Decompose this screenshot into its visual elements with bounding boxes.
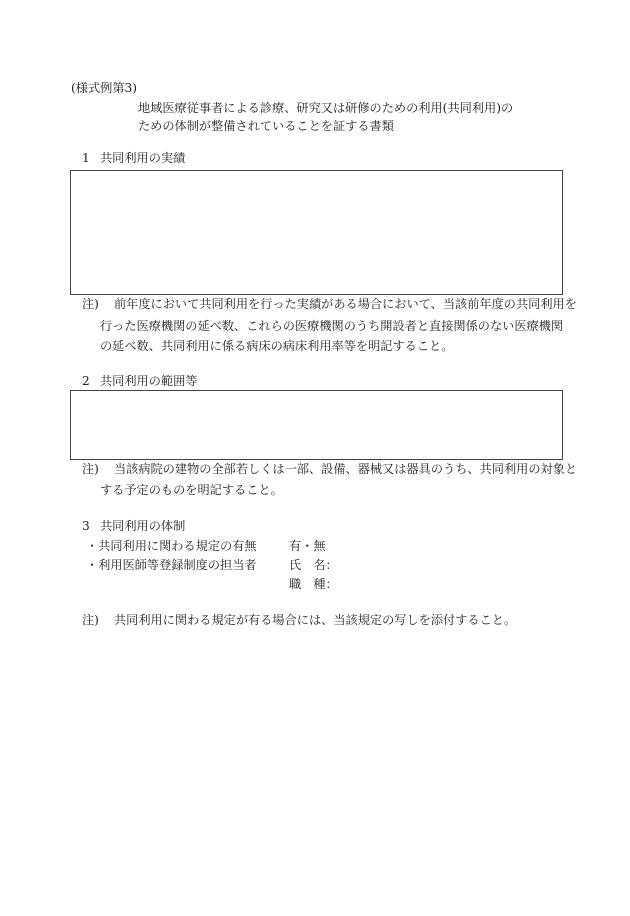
section2-note-label: 注) bbox=[82, 462, 99, 476]
section1-number: 1 bbox=[82, 151, 90, 165]
regulation-value: 有・無 bbox=[289, 539, 326, 553]
section3-heading: 共同利用の体制 bbox=[100, 519, 186, 533]
section1-note-label: 注) bbox=[82, 297, 99, 311]
registrar-name-field: 氏 名： bbox=[289, 558, 338, 572]
registrar-label: ・利用医師等登録制度の担当者 bbox=[86, 558, 257, 572]
section2-entry-box[interactable] bbox=[70, 390, 563, 460]
section1-entry-box[interactable] bbox=[70, 170, 563, 295]
section2-note-line: する予定のものを明記すること。 bbox=[100, 483, 283, 497]
title-line-2: ための体制が整備されていることを証する書類 bbox=[138, 119, 394, 133]
section1-note-line: の延べ数、共同利用に係る病床の病床利用率等を明記すること。 bbox=[100, 339, 454, 353]
regulation-label: ・共同利用に関わる規定の有無 bbox=[86, 539, 257, 553]
section2-heading: 共同利用の範囲等 bbox=[100, 374, 198, 388]
section2-number: 2 bbox=[82, 374, 90, 388]
section1-note-line: 行った医療機関の延べ数、これらの医療機関のうち開設者と直接関係のない医療機関 bbox=[100, 319, 564, 333]
section1-heading: 共同利用の実績 bbox=[100, 151, 186, 165]
section3-note: 共同利用に関わる規定が有る場合には、当該規定の写しを添付すること。 bbox=[114, 613, 517, 627]
section1-note-line: 前年度において共同利用を行った実績がある場合において、当該前年度の共同利用を bbox=[114, 297, 577, 311]
registrar-occupation-field: 職 種： bbox=[289, 577, 338, 591]
section3-number: 3 bbox=[82, 519, 90, 533]
form-label: (様式例第3) bbox=[71, 81, 138, 95]
title-line-1: 地域医療従事者による診療、研究又は研修のための利用(共同利用)の bbox=[138, 101, 514, 115]
section2-note-line: 当該病院の建物の全部若しくは一部、設備、器械又は器具のうち、共同利用の対象と bbox=[114, 462, 578, 476]
section3-note-label: 注) bbox=[82, 613, 99, 627]
